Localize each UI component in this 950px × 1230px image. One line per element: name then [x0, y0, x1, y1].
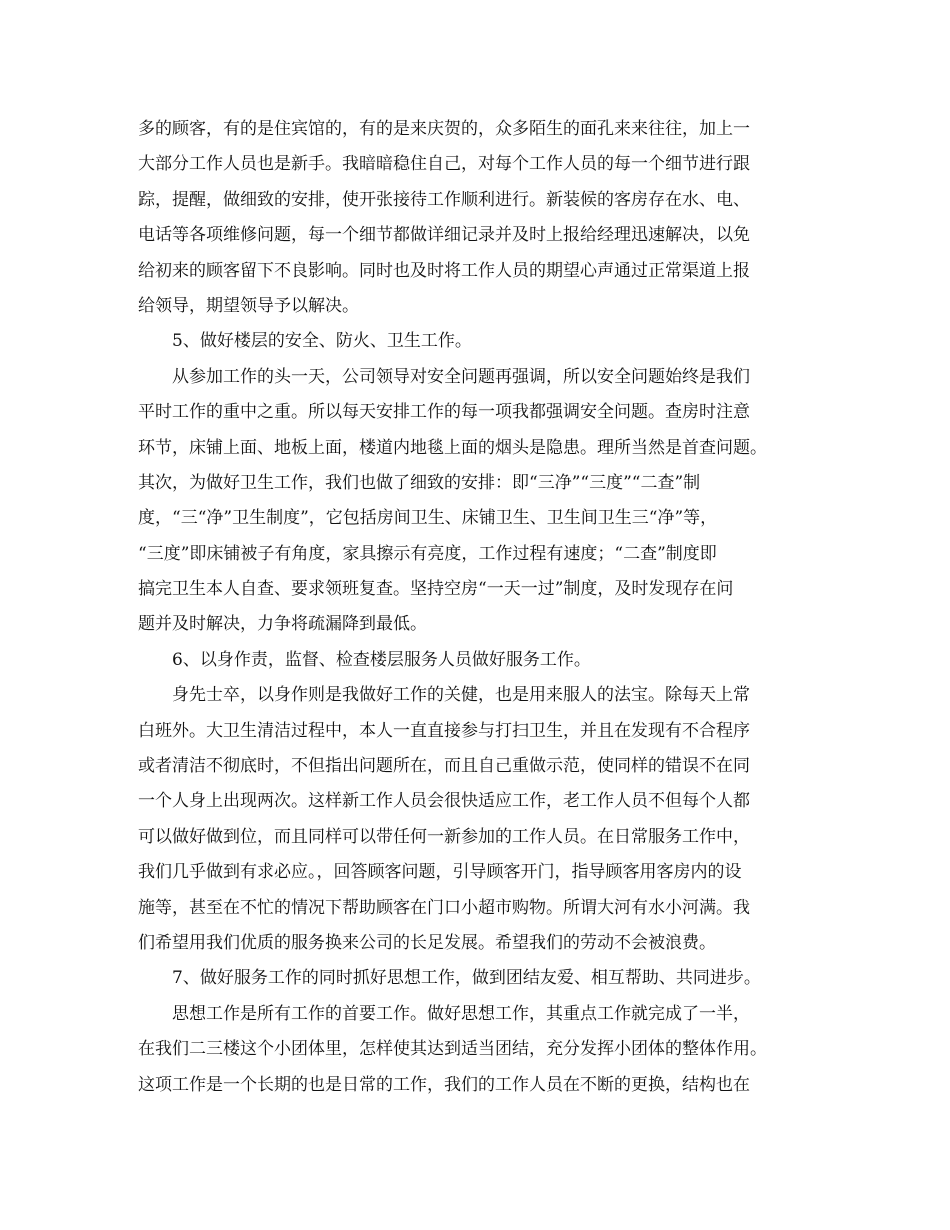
paragraph-line: 大部分工作人员也是新手。我暗暗稳住自己，对每个工作人员的每一个细节进行跟 — [138, 154, 750, 175]
paragraph-line: 其次，为做好卫生工作，我们也做了细致的安排：即“三净”“三度”“二查”制 — [138, 472, 701, 493]
paragraph-line: 我们几乎做到有求必应。，回答顾客问题，引导顾客开门，指导顾客用客房内的设 — [138, 862, 742, 883]
paragraph-line: 给领导，期望领导予以解决。 — [138, 295, 359, 316]
paragraph-line: 在我们二三楼这个小团体里，怎样使其达到适当团结，充分发挥小团体的整体作用。 — [138, 1039, 767, 1060]
paragraph-line: 可以做好做到位，而且同样可以带任何一新参加的工作人员。在日常服务工作中， — [138, 826, 750, 847]
paragraph-line: 或者清洁不彻底时，不但指出问题所在，而且自己重做示范，使同样的错误不在同 — [138, 756, 750, 777]
paragraph-line: 施等，甚至在不忙的情况下帮助顾客在门口小超市购物。所谓大河有水小河满。我 — [138, 897, 750, 918]
paragraph-line: 搞完卫生本人自查、要求领班复查。坚持空房“一天一过”制度，及时发现存在问 — [138, 579, 734, 600]
paragraph-line: 题并及时解决，力争将疏漏降到最低。 — [138, 614, 427, 635]
paragraph-first-line: 7、做好服务工作的同时抓好思想工作，做到团结友爱、相互帮助、共同进步。 — [172, 968, 761, 989]
paragraph-line: 们希望用我们优质的服务换来公司的长足发展。希望我们的劳动不会被浪费。 — [138, 932, 716, 953]
paragraph-line: 平时工作的重中之重。所以每天安排工作的每一项我都强调安全问题。查房时注意 — [138, 402, 750, 423]
paragraph-first-line: 6、以身作责，监督、检查楼层服务人员做好服务工作。 — [172, 649, 591, 670]
paragraph-first-line: 从参加工作的头一天，公司领导对安全问题再强调，所以安全问题始终是我们 — [172, 366, 750, 387]
paragraph-line: 电话等各项维修问题，每一个细节都做详细记录并及时上报给经理迅速解决，以免 — [138, 225, 750, 246]
paragraph-line: 多的顾客，有的是住宾馆的，有的是来庆贺的，众多陌生的面孔来来往往，加上一 — [138, 119, 750, 139]
paragraph-first-line: 5、做好楼层的安全、防火、卫生工作。 — [172, 331, 472, 352]
paragraph-line: 环节，床铺上面、地板上面，楼道内地毯上面的烟头是隐患。理所当然是首查问题。 — [138, 437, 767, 458]
paragraph-first-line: 思想工作是所有工作的首要工作。做好思想工作，其重点工作就完成了一半， — [172, 1003, 750, 1024]
paragraph-line: 白班外。大卫生清洁过程中，本人一直直接参与打扫卫生，并且在发现有不合程序 — [138, 720, 750, 741]
document-body — [138, 112, 818, 1103]
paragraph-line: 一个人身上出现两次。这样新工作人员会很快适应工作，老工作人员不但每个人都 — [138, 791, 750, 812]
paragraph-first-line: 身先士卒，以身作则是我做好工作的关健，也是用来服人的法宝。除每天上常 — [172, 685, 750, 706]
paragraph-line: “三度”即床铺被子有角度，家具擦示有亮度，工作过程有速度；“二查”制度即 — [138, 543, 717, 564]
paragraph-line: 踪，提醒，做细致的安排，使开张接待工作顺利进行。新装候的客房存在水、电、 — [138, 189, 750, 210]
paragraph-line: 度，“三“净”卫生制度”，它包括房间卫生、床铺卫生、卫生间卫生三“净”等， — [138, 508, 718, 529]
paragraph-line: 这项工作是一个长期的也是日常的工作，我们的工作人员在不断的更换，结构也在 — [138, 1074, 750, 1095]
paragraph-line: 给初来的顾客留下不良影响。同时也及时将工作人员的期望心声通过正常渠道上报 — [138, 260, 750, 281]
